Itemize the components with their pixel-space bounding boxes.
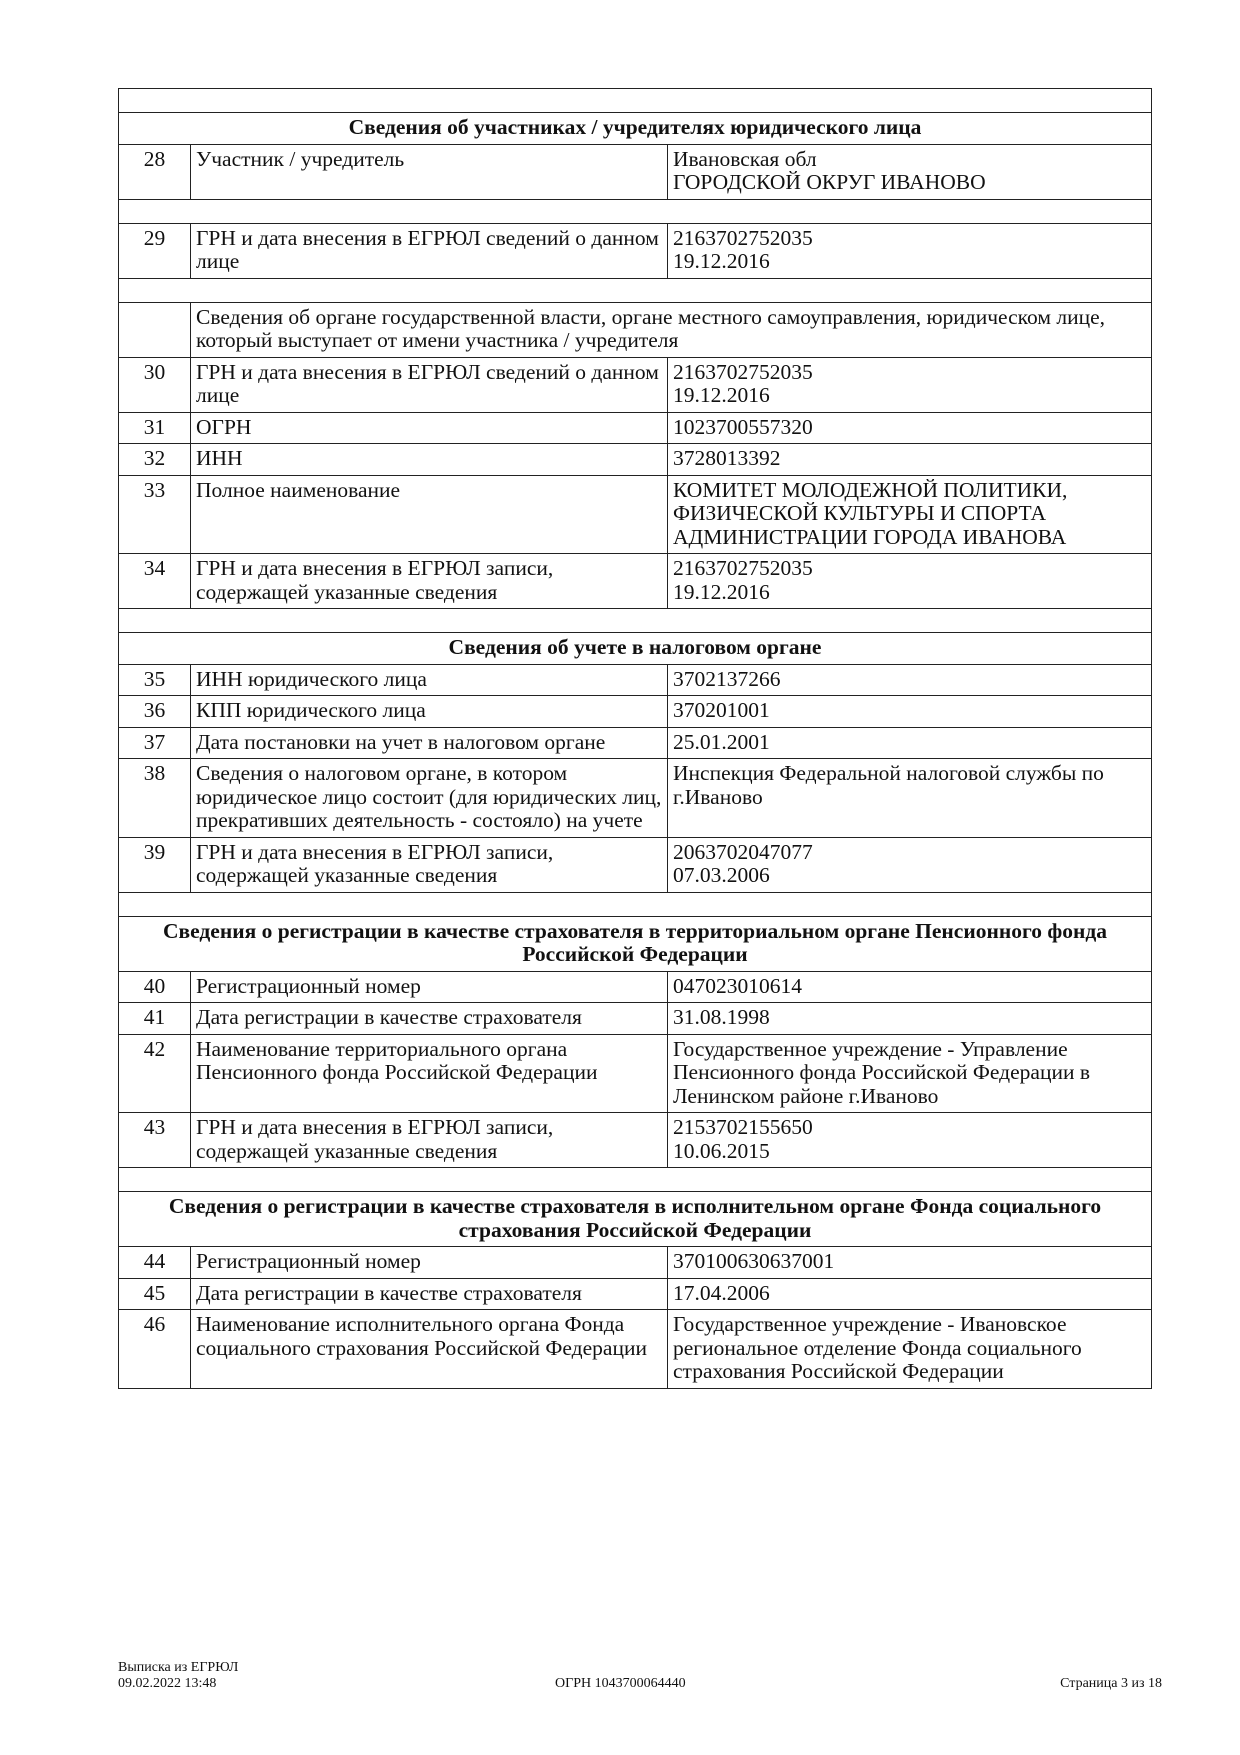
row-value: 2163702752035 19.12.2016 xyxy=(668,223,1152,278)
table-row xyxy=(119,554,1152,609)
row-value: Государственное учреждение - Управление Пенсионного фонда Российской Федерации в Ленинском районе г.Иваново xyxy=(668,1034,1152,1113)
spacer-row xyxy=(119,89,1152,113)
section-header-row xyxy=(119,916,1152,971)
row-value: 1023700557320 xyxy=(668,412,1152,444)
row-label: ГРН и дата внесения в ЕГРЮЛ сведений о данном лице xyxy=(191,223,668,278)
table-row xyxy=(119,1247,1152,1279)
row-label: Наименование исполнительного органа Фонда социального страхования Российской Федерации xyxy=(191,1310,668,1389)
row-number: 44 xyxy=(119,1247,191,1279)
row-value: 2063702047077 07.03.2006 xyxy=(668,837,1152,892)
section-header-row xyxy=(119,1192,1152,1247)
subheading-text: Сведения об органе государственной власти, органе местного самоуправления, юридическом лице, который выступает от имени участника / учредителя xyxy=(191,302,1152,357)
row-number: 29 xyxy=(119,223,191,278)
footer-datetime: 09.02.2022 13:48 xyxy=(118,1676,217,1691)
row-number: 30 xyxy=(119,357,191,412)
row-value: 2163702752035 19.12.2016 xyxy=(668,357,1152,412)
row-value: 2153702155650 10.06.2015 xyxy=(668,1113,1152,1168)
section-title-tax: Сведения об учете в налоговом органе xyxy=(119,633,1152,665)
row-number: 43 xyxy=(119,1113,191,1168)
row-number: 42 xyxy=(119,1034,191,1113)
row-value: Ивановская обл ГОРОДСКОЙ ОКРУГ ИВАНОВО xyxy=(668,144,1152,199)
row-label: Полное наименование xyxy=(191,475,668,554)
table-row xyxy=(119,1003,1152,1035)
table-row xyxy=(119,1113,1152,1168)
row-value: 25.01.2001 xyxy=(668,727,1152,759)
table-row xyxy=(119,971,1152,1003)
subheading-row xyxy=(119,302,1152,357)
spacer-row xyxy=(119,892,1152,916)
spacer-row xyxy=(119,278,1152,302)
footer-left xyxy=(118,1660,238,1692)
row-label: ИНН xyxy=(191,444,668,476)
table-row xyxy=(119,1310,1152,1389)
row-label: Дата постановки на учет в налоговом органе xyxy=(191,727,668,759)
row-label: Дата регистрации в качестве страхователя xyxy=(191,1278,668,1310)
row-label: Сведения о налоговом органе, в котором юридическое лицо состоит (для юридических лиц, прекративших деятельность - состояло) на учете xyxy=(191,759,668,838)
table-row xyxy=(119,1034,1152,1113)
row-number: 32 xyxy=(119,444,191,476)
row-value: 2163702752035 19.12.2016 xyxy=(668,554,1152,609)
row-value: Государственное учреждение - Ивановское региональное отделение Фонда социального страхования Российской Федерации xyxy=(668,1310,1152,1389)
row-value: КОМИТЕТ МОЛОДЕЖНОЙ ПОЛИТИКИ, ФИЗИЧЕСКОЙ КУЛЬТУРЫ И СПОРТА АДМИНИСТРАЦИИ ГОРОДА ИВАНОВА xyxy=(668,475,1152,554)
table-row xyxy=(119,412,1152,444)
table-row xyxy=(119,759,1152,838)
row-number: 31 xyxy=(119,412,191,444)
spacer-row xyxy=(119,609,1152,633)
row-number: 36 xyxy=(119,696,191,728)
table-row xyxy=(119,837,1152,892)
table-row xyxy=(119,1278,1152,1310)
row-value: 370100630637001 xyxy=(668,1247,1152,1279)
row-number: 46 xyxy=(119,1310,191,1389)
section-title-founders: Сведения об участниках / учредителях юридического лица xyxy=(119,113,1152,145)
table-row xyxy=(119,475,1152,554)
footer-doc-title: Выписка из ЕГРЮЛ xyxy=(118,1660,239,1675)
row-number: 45 xyxy=(119,1278,191,1310)
row-label: ОГРН xyxy=(191,412,668,444)
table-row xyxy=(119,144,1152,199)
table-row xyxy=(119,696,1152,728)
row-number: 28 xyxy=(119,144,191,199)
row-label: ГРН и дата внесения в ЕГРЮЛ записи, содержащей указанные сведения xyxy=(191,837,668,892)
spacer-row xyxy=(119,1168,1152,1192)
row-value: 31.08.1998 xyxy=(668,1003,1152,1035)
table-row xyxy=(119,223,1152,278)
spacer-row xyxy=(119,199,1152,223)
row-label: Участник / учредитель xyxy=(191,144,668,199)
table-row xyxy=(119,444,1152,476)
empty-number-cell xyxy=(119,302,191,357)
row-value: 17.04.2006 xyxy=(668,1278,1152,1310)
row-value: 3702137266 xyxy=(668,664,1152,696)
row-value: Инспекция Федеральной налоговой службы по г.Иваново xyxy=(668,759,1152,838)
row-number: 34 xyxy=(119,554,191,609)
row-number: 40 xyxy=(119,971,191,1003)
row-number: 33 xyxy=(119,475,191,554)
row-value: 3728013392 xyxy=(668,444,1152,476)
egrul-table xyxy=(118,88,1152,1389)
row-label: ГРН и дата внесения в ЕГРЮЛ сведений о данном лице xyxy=(191,357,668,412)
footer-page-number: Страница 3 из 18 xyxy=(1060,1676,1162,1691)
section-title-fss: Сведения о регистрации в качестве страхователя в исполнительном органе Фонда социального страхования Российской Федерации xyxy=(119,1192,1152,1247)
row-label: Дата регистрации в качестве страхователя xyxy=(191,1003,668,1035)
row-label: ИНН юридического лица xyxy=(191,664,668,696)
row-number: 37 xyxy=(119,727,191,759)
row-label: Регистрационный номер xyxy=(191,1247,668,1279)
section-title-pension: Сведения о регистрации в качестве страхователя в территориальном органе Пенсионного фонда Российской Федерации xyxy=(119,916,1152,971)
row-number: 35 xyxy=(119,664,191,696)
row-number: 39 xyxy=(119,837,191,892)
row-label: ГРН и дата внесения в ЕГРЮЛ записи, содержащей указанные сведения xyxy=(191,554,668,609)
section-header-row xyxy=(119,633,1152,665)
row-number: 38 xyxy=(119,759,191,838)
row-label: ГРН и дата внесения в ЕГРЮЛ записи, содержащей указанные сведения xyxy=(191,1113,668,1168)
table-row xyxy=(119,357,1152,412)
table-row xyxy=(119,664,1152,696)
row-value: 370201001 xyxy=(668,696,1152,728)
row-label: Регистрационный номер xyxy=(191,971,668,1003)
row-number: 41 xyxy=(119,1003,191,1035)
row-label: КПП юридического лица xyxy=(191,696,668,728)
section-header-row xyxy=(119,113,1152,145)
table-row xyxy=(119,727,1152,759)
row-value: 047023010614 xyxy=(668,971,1152,1003)
footer-ogrn: ОГРН 1043700064440 xyxy=(555,1676,686,1691)
row-label: Наименование территориального органа Пенсионного фонда Российской Федерации xyxy=(191,1034,668,1113)
